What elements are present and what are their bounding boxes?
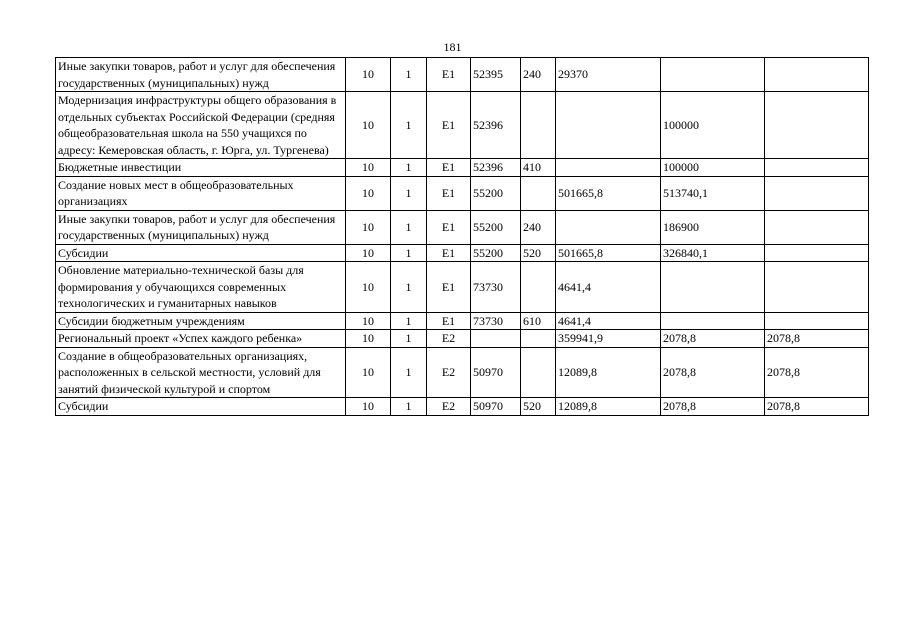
cell-program: E1 bbox=[427, 58, 471, 92]
cell-value-3 bbox=[765, 176, 869, 210]
cell-code: 50970 bbox=[471, 398, 521, 416]
cell-name: Модернизация инфраструктуры общего образования в отдельных субъектах Российской Федерации (средняя общеобразовательная школа на 550 учащихся по адресу: Кемеровская область, г. Юрга, ул. Тургенева) bbox=[56, 92, 346, 159]
cell-code: 55200 bbox=[471, 176, 521, 210]
cell-subsection: 1 bbox=[391, 92, 427, 159]
cell-name: Субсидии бюджетным учреждениям bbox=[56, 312, 346, 330]
cell-value-2: 2078,8 bbox=[661, 347, 765, 398]
table-row bbox=[56, 176, 869, 210]
cell-code: 55200 bbox=[471, 210, 521, 244]
cell-name: Создание в общеобразовательных организациях, расположенных в сельской местности, условий для занятий физической культурой и спортом bbox=[56, 347, 346, 398]
cell-subsection: 1 bbox=[391, 312, 427, 330]
cell-value-1: 4641,4 bbox=[556, 312, 661, 330]
cell-section: 10 bbox=[346, 159, 391, 177]
cell-code: 73730 bbox=[471, 262, 521, 313]
cell-value-1 bbox=[556, 210, 661, 244]
cell-section: 10 bbox=[346, 58, 391, 92]
table-row bbox=[56, 92, 869, 159]
cell-value-3: 2078,8 bbox=[765, 398, 869, 416]
cell-name: Субсидии bbox=[56, 244, 346, 262]
cell-expense-type bbox=[521, 347, 556, 398]
cell-value-2: 326840,1 bbox=[661, 244, 765, 262]
cell-program: E1 bbox=[427, 176, 471, 210]
table-row bbox=[56, 347, 869, 398]
table-body bbox=[56, 58, 869, 416]
table-row bbox=[56, 210, 869, 244]
cell-program: E1 bbox=[427, 262, 471, 313]
cell-expense-type: 240 bbox=[521, 58, 556, 92]
cell-expense-type: 410 bbox=[521, 159, 556, 177]
cell-program: E1 bbox=[427, 159, 471, 177]
cell-expense-type bbox=[521, 92, 556, 159]
cell-subsection: 1 bbox=[391, 210, 427, 244]
cell-name: Иные закупки товаров, работ и услуг для обеспечения государственных (муниципальных) нужд bbox=[56, 210, 346, 244]
cell-value-1 bbox=[556, 92, 661, 159]
cell-value-1: 12089,8 bbox=[556, 347, 661, 398]
cell-subsection: 1 bbox=[391, 58, 427, 92]
cell-section: 10 bbox=[346, 312, 391, 330]
cell-value-1: 359941,9 bbox=[556, 330, 661, 348]
cell-value-1: 501665,8 bbox=[556, 176, 661, 210]
cell-value-3 bbox=[765, 244, 869, 262]
cell-expense-type: 240 bbox=[521, 210, 556, 244]
cell-section: 10 bbox=[346, 330, 391, 348]
cell-program: E2 bbox=[427, 347, 471, 398]
cell-expense-type: 610 bbox=[521, 312, 556, 330]
cell-value-2: 2078,8 bbox=[661, 398, 765, 416]
table-row bbox=[56, 330, 869, 348]
cell-subsection: 1 bbox=[391, 176, 427, 210]
cell-value-2: 513740,1 bbox=[661, 176, 765, 210]
cell-value-3 bbox=[765, 58, 869, 92]
cell-value-1: 12089,8 bbox=[556, 398, 661, 416]
cell-value-2: 100000 bbox=[661, 92, 765, 159]
cell-name: Создание новых мест в общеобразовательных организациях bbox=[56, 176, 346, 210]
cell-section: 10 bbox=[346, 347, 391, 398]
cell-name: Бюджетные инвестиции bbox=[56, 159, 346, 177]
cell-subsection: 1 bbox=[391, 159, 427, 177]
cell-value-2: 100000 bbox=[661, 159, 765, 177]
cell-code: 52396 bbox=[471, 159, 521, 177]
cell-expense-type: 520 bbox=[521, 398, 556, 416]
cell-code bbox=[471, 330, 521, 348]
cell-value-1: 501665,8 bbox=[556, 244, 661, 262]
cell-value-1: 4641,4 bbox=[556, 262, 661, 313]
cell-value-1 bbox=[556, 159, 661, 177]
cell-section: 10 bbox=[346, 244, 391, 262]
cell-section: 10 bbox=[346, 210, 391, 244]
cell-value-3 bbox=[765, 159, 869, 177]
cell-expense-type bbox=[521, 330, 556, 348]
cell-name: Субсидии bbox=[56, 398, 346, 416]
cell-code: 73730 bbox=[471, 312, 521, 330]
cell-expense-type: 520 bbox=[521, 244, 556, 262]
cell-program: E2 bbox=[427, 330, 471, 348]
page-number: 181 bbox=[443, 40, 462, 54]
cell-code: 55200 bbox=[471, 244, 521, 262]
cell-subsection: 1 bbox=[391, 262, 427, 313]
cell-expense-type bbox=[521, 262, 556, 313]
cell-name: Иные закупки товаров, работ и услуг для обеспечения государственных (муниципальных) нужд bbox=[56, 58, 346, 92]
cell-code: 50970 bbox=[471, 347, 521, 398]
cell-subsection: 1 bbox=[391, 330, 427, 348]
cell-program: E1 bbox=[427, 92, 471, 159]
table-row bbox=[56, 58, 869, 92]
cell-value-3: 2078,8 bbox=[765, 330, 869, 348]
cell-subsection: 1 bbox=[391, 398, 427, 416]
cell-section: 10 bbox=[346, 176, 391, 210]
table-row bbox=[56, 159, 869, 177]
cell-value-3 bbox=[765, 312, 869, 330]
table-row bbox=[56, 262, 869, 313]
table-row bbox=[56, 312, 869, 330]
cell-code: 52395 bbox=[471, 58, 521, 92]
cell-value-3 bbox=[765, 92, 869, 159]
cell-value-2 bbox=[661, 58, 765, 92]
table-row bbox=[56, 244, 869, 262]
cell-program: E2 bbox=[427, 398, 471, 416]
cell-expense-type bbox=[521, 176, 556, 210]
cell-program: E1 bbox=[427, 312, 471, 330]
cell-code: 52396 bbox=[471, 92, 521, 159]
cell-value-2: 186900 bbox=[661, 210, 765, 244]
cell-value-1: 29370 bbox=[556, 58, 661, 92]
cell-value-3: 2078,8 bbox=[765, 347, 869, 398]
cell-subsection: 1 bbox=[391, 347, 427, 398]
budget-table bbox=[55, 57, 869, 416]
cell-subsection: 1 bbox=[391, 244, 427, 262]
table-row bbox=[56, 398, 869, 416]
cell-value-2 bbox=[661, 312, 765, 330]
cell-name: Обновление материально-технической базы для формирования у обучающихся современных технологических и гуманитарных навыков bbox=[56, 262, 346, 313]
cell-program: E1 bbox=[427, 244, 471, 262]
cell-name: Региональный проект «Успех каждого ребенка» bbox=[56, 330, 346, 348]
cell-program: E1 bbox=[427, 210, 471, 244]
cell-section: 10 bbox=[346, 92, 391, 159]
cell-section: 10 bbox=[346, 398, 391, 416]
cell-value-3 bbox=[765, 210, 869, 244]
cell-value-3 bbox=[765, 262, 869, 313]
cell-value-2: 2078,8 bbox=[661, 330, 765, 348]
cell-section: 10 bbox=[346, 262, 391, 313]
cell-value-2 bbox=[661, 262, 765, 313]
